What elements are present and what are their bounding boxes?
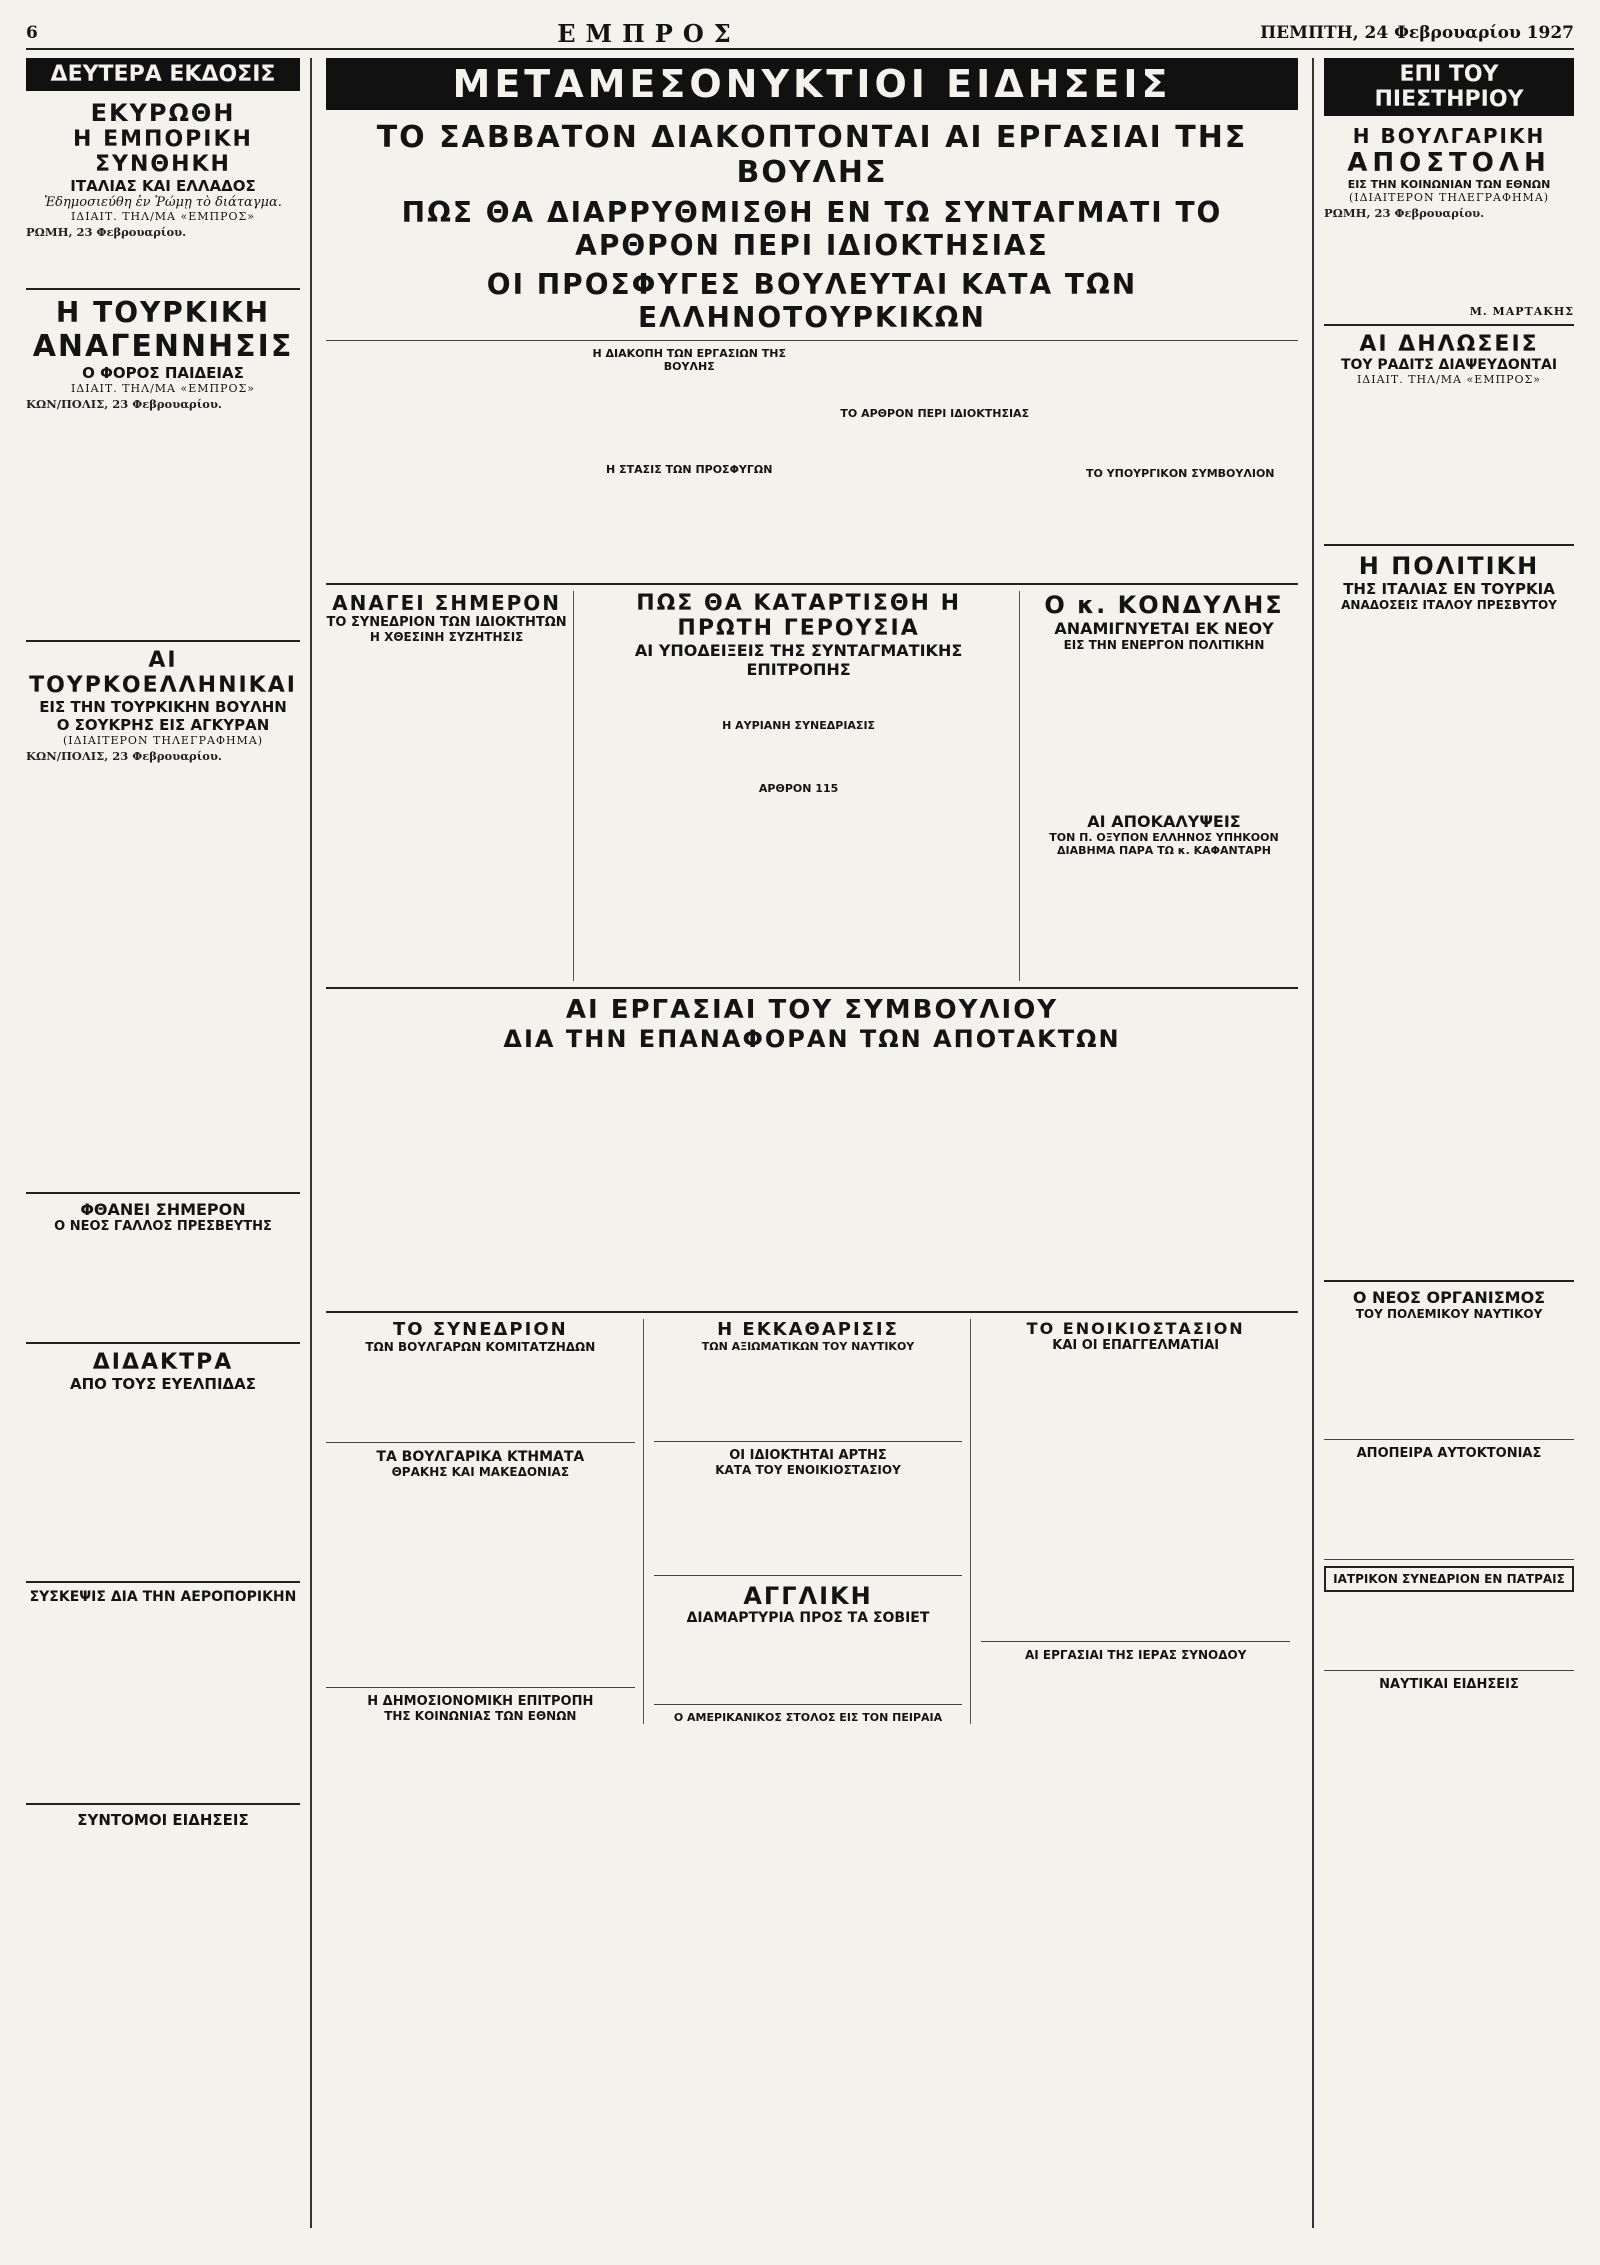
issue-date: ΠΕΜΠΤΗ, 24 Φεβρουαρίου 1927	[1260, 23, 1574, 43]
left-headline-2: Η ΤΟΥΡΚΙΚΗ	[55, 296, 271, 329]
left-banner: ΔΕΥΤΕΡΑ ΕΚΔΟΣΙΣ	[26, 58, 300, 91]
story-kondylis-sub4: ΤΟΝ Π. ΟΞΥΠΟΝ ΕΛΛΗΝΟΣ ΥΠΗΚΟΟΝ	[1049, 831, 1279, 844]
left-headline-5: ΔΙΔΑΚΤΡΑ	[92, 1350, 234, 1375]
left-headline-6: ΣΥΣΚΕΨΙΣ ΔΙΑ ΤΗΝ ΑΕΡΟΠΟΡΙΚΗΝ	[29, 1589, 297, 1605]
ergasiai-body	[326, 1055, 1298, 1305]
left-headline-3c: Ο ΣΟΥΚΡΗΣ ΕΙΣ ΑΓΚΥΡΑΝ	[56, 716, 270, 734]
left-caption-3: (ΙΔΙΑΙΤΕΡΟΝ ΤΗΛΕΓΡΑΦΗΜΑ)	[62, 734, 264, 747]
right-text-block-1	[1324, 223, 1574, 303]
center-column	[312, 58, 1312, 2228]
right-signature: Μ. ΜΑΡΤΑΚΗΣ	[1469, 305, 1574, 318]
masthead	[26, 18, 1574, 50]
left-headline-1c: ΙΤΑΛΙΑΣ ΚΑΙ ΕΛΛΑΔΟΣ	[70, 177, 256, 195]
lead-sub-2: Η ΣΤΑΣΙΣ ΤΩΝ ΠΡΟΣΦΥΓΩΝ	[606, 463, 773, 476]
right-headline-3b: ΤΗΣ ΙΤΑΛΙΑΣ ΕΝ ΤΟΥΡΚΙΑ	[1343, 580, 1555, 598]
left-headline-2c: Ο ΦΟΡΟΣ ΠΑΙΔΕΙΑΣ	[82, 364, 244, 382]
right-text-block-4	[1324, 1323, 1574, 1433]
left-headline-1: ΕΚΥΡΩΘΗ	[90, 99, 236, 127]
right-headline-1b: ΑΠΟΣΤΟΛΗ	[1347, 148, 1551, 178]
right-headline-4b: ΤΟΥ ΠΟΛΕΜΙΚΟΥ ΝΑΥΤΙΚΟΥ	[1355, 1307, 1543, 1321]
bottom-c1-t1s: ΤΩΝ ΒΟΥΛΓΑΡΩΝ ΚΟΜΙΤΑΤΖΗΔΩΝ	[365, 1340, 596, 1354]
left-column	[26, 58, 312, 2228]
bottom-col-1	[326, 1319, 644, 1724]
bottom-c2-t2s: ΚΑΤΑ ΤΟΥ ΕΝΟΙΚΙΟΣΤΑΣΙΟΥ	[715, 1463, 901, 1477]
right-text-block-3	[1324, 614, 1574, 1274]
left-body-2	[26, 397, 300, 412]
bottom-c3-body1	[981, 1355, 1290, 1635]
left-headline-5b: ΑΠΟ ΤΟΥΣ ΕΥΕΛΠΙΔΑΣ	[69, 1375, 256, 1393]
left-headline-4b: Ο ΝΕΟΣ ΓΑΛΛΟΣ ΠΡΕΣΒΕΥΤΗΣ	[54, 1219, 272, 1234]
story-gerousia	[584, 591, 1020, 981]
bottom-c3-t1: ΤΟ ΕΝΟΙΚΙΟΣΤΑΣΙΟΝ	[1026, 1319, 1245, 1338]
left-text-block-2	[26, 414, 300, 634]
right-headline-2: ΑΙ ΔΗΛΩΣΕΙΣ	[1359, 332, 1539, 357]
bottom-c2-t3: ΑΓΓΛΙΚΗ	[743, 1582, 873, 1610]
story-anagei-sub2: Η ΧΘΕΣΙΝΗ ΣΥΖΗΤΗΣΙΣ	[369, 630, 524, 644]
center-headline-2: ΠΩΣ ΘΑ ΔΙΑΡΡΥΘΜΙΣΘΗ ΕΝ ΤΩ ΣΥΝΤΑΓΜΑΤΙ ΤΟ ΑΡΘΡΟΝ ΠΕΡΙ ΙΔΙΟΚΤΗΣΙΑΣ	[401, 196, 1223, 262]
lead-sub-3: ΤΟ ΑΡΘΡΟΝ ΠΕΡΙ ΙΔΙΟΚΤΗΣΙΑΣ	[840, 407, 1030, 420]
newspaper-title: ΕΜΠΡΟΣ	[557, 18, 741, 48]
right-dateline-1: ΡΩΜΗ, 23 Φεβρουαρίου.	[1324, 206, 1485, 220]
left-caption-1: ΙΔΙΑΙΤ. ΤΗΛ/ΜΑ «ΕΜΠΡΟΣ»	[70, 210, 256, 223]
center-headline-3: ΟΙ ΠΡΟΣΦΥΓΕΣ ΒΟΥΛΕΥΤΑΙ ΚΑΤΑ ΤΩΝ ΕΛΛΗΝΟΤΟΥΡΚΙΚΩΝ	[486, 268, 1138, 334]
story-kondylis-sub: ΑΝΑΜΙΓΝΥΕΤΑΙ ΕΚ ΝΕΟΥ	[1054, 619, 1274, 638]
story-gerousia-article: ΑΡΘΡΟΝ 115	[758, 782, 839, 795]
right-banner: ΕΠΙ ΤΟΥ ΠΙΕΣΤΗΡΙΟΥ	[1324, 58, 1574, 116]
bottom-c2-t3s: ΔΙΑΜΑΡΤΥΡΙΑ ΠΡΟΣ ΤΑ ΣΟΒΙΕΤ	[686, 1610, 930, 1626]
story-gerousia-title: ΠΩΣ ΘΑ ΚΑΤΑΡΤΙΣΘΗ Η ΠΡΩΤΗ ΓΕΡΟΥΣΙΑ	[636, 591, 962, 641]
left-headline-3b: ΕΙΣ ΤΗΝ ΤΟΥΡΚΙΚΗΝ ΒΟΥΛΗΝ	[39, 698, 287, 716]
bottom-c3-t1s: ΚΑΙ ΟΙ ΕΠΑΓΓΕΛΜΑΤΙΑΙ	[1052, 1338, 1220, 1353]
page-number: 6	[26, 23, 38, 43]
bottom-c1-t3: Η ΔΗΜΟΣΙΟΝΟΜΙΚΗ ΕΠΙΤΡΟΠΗ	[367, 1694, 594, 1709]
right-body-1	[1324, 206, 1574, 221]
right-text-block-5	[1324, 1463, 1574, 1553]
bottom-c3-t2: ΑΙ ΕΡΓΑΣΙΑΙ ΤΗΣ ΙΕΡΑΣ ΣΥΝΟΔΟΥ	[1024, 1648, 1247, 1662]
right-column	[1312, 58, 1574, 2228]
bottom-c1-t3s: ΤΗΣ ΚΟΙΝΩΝΙΑΣ ΤΩΝ ΕΘΝΩΝ	[384, 1709, 577, 1723]
left-headline-1b: Η ΕΜΠΟΡΙΚΗ ΣΥΝΘΗΚΗ	[73, 127, 253, 177]
right-caption-1: (ΙΔΙΑΙΤΕΡΟΝ ΤΗΛΕΓΡΑΦΗΜΑ)	[1348, 191, 1550, 204]
story-anagei-sub: ΤΟ ΣΥΝΕΔΡΙΟΝ ΤΩΝ ΙΔΙΟΚΤΗΤΩΝ	[326, 615, 567, 630]
left-text-block-6	[26, 1607, 300, 1797]
left-dateline-2: ΚΩΝ/ΠΟΛΙΣ, 23 Φεβρουαρίου.	[26, 397, 222, 411]
center-middle-row	[326, 591, 1298, 981]
bottom-c2-body2	[654, 1479, 963, 1569]
lead-col-4	[1063, 347, 1299, 577]
right-headline-1: Η ΒΟΥΛΓΑΡΙΚΗ	[1352, 124, 1546, 148]
bottom-c2-t1: Η ΕΚΚΑΘΑΡΙΣΙΣ	[717, 1319, 899, 1340]
left-text-block-5	[26, 1395, 300, 1575]
right-headline-1c: ΕΙΣ ΤΗΝ ΚΟΙΝΩΝΙΑΝ ΤΩΝ ΕΘΝΩΝ	[1347, 178, 1551, 191]
bottom-c1-body1	[326, 1356, 635, 1436]
center-bottom-grid	[326, 1319, 1298, 1724]
lead-col-3	[817, 347, 1053, 577]
story-anagei	[326, 591, 574, 981]
left-dateline-3: ΚΩΝ/ΠΟΛΙΣ, 23 Φεβρουαρίου.	[26, 749, 222, 763]
left-headline-3: ΑΙ ΤΟΥΡΚΟΕΛΛΗΝΙΚΑΙ	[29, 648, 297, 698]
center-lead-story	[326, 347, 1298, 577]
bottom-col-3	[981, 1319, 1298, 1724]
story-kondylis	[1030, 591, 1298, 981]
bottom-col-2	[654, 1319, 972, 1724]
bottom-c1-t1: ΤΟ ΣΥΝΕΔΡΙΟΝ	[392, 1319, 568, 1340]
right-headline-3: Η ΠΟΛΙΤΙΚΗ	[1358, 552, 1540, 580]
center-banner: ΜΕΤΑΜΕΣΟΝΥΚΤΙΟΙ ΕΙΔΗΣΕΙΣ	[326, 58, 1298, 110]
lead-col-1	[326, 347, 562, 577]
left-dateline-1: ΡΩΜΗ, 23 Φεβρουαρίου.	[26, 225, 187, 239]
bottom-c2-body1	[654, 1355, 963, 1435]
right-headline-6: ΙΑΤΡΙΚΟΝ ΣΥΝΕΔΡΙΟΝ ΕΝ ΠΑΤΡΑΙΣ	[1324, 1566, 1574, 1592]
story-kondylis-sub3: ΑΙ ΑΠΟΚΑΛΥΨΕΙΣ	[1087, 812, 1241, 831]
bottom-c2-body3	[654, 1628, 963, 1698]
ergasiai-sub: ΔΙΑ ΤΗΝ ΕΠΑΝΑΦΟΡΑΝ ΤΩΝ ΑΠΟΤΑΚΤΩΝ	[503, 1025, 1121, 1053]
bottom-c2-t1s: ΤΩΝ ΑΞΙΩΜΑΤΙΚΩΝ ΤΟΥ ΝΑΥΤΙΚΟΥ	[701, 1340, 915, 1353]
lead-col-2	[572, 347, 808, 577]
left-text-block-1	[26, 242, 300, 282]
bottom-c1-t2: ΤΑ ΒΟΥΛΓΑΡΙΚΑ ΚΤΗΜΑΤΑ	[376, 1449, 585, 1465]
left-caption-2: ΙΔΙΑΙΤ. ΤΗΛ/ΜΑ «ΕΜΠΡΟΣ»	[70, 382, 256, 395]
left-body-3	[26, 749, 300, 764]
right-headline-3c: ΑΝΑΔΟΣΕΙΣ ΙΤΑΛΟΥ ΠΡΕΣΒΥΤΟΥ	[1341, 598, 1557, 612]
right-headline-4: Ο ΝΕΟΣ ΟΡΓΑΝΙΣΜΟΣ	[1352, 1288, 1546, 1307]
ergasiai-title: ΑΙ ΕΡΓΑΣΙΑΙ ΤΟΥ ΣΥΜΒΟΥΛΙΟΥ	[565, 995, 1059, 1025]
story-gerousia-sub: ΑΙ ΥΠΟΔΕΙΞΕΙΣ ΤΗΣ ΣΥΝΤΑΓΜΑΤΙΚΗΣ ΕΠΙΤΡΟΠΗΣ	[634, 641, 963, 679]
bottom-c2-t4: Ο ΑΜΕΡΙΚΑΝΙΚΟΣ ΣΤΟΛΟΣ ΕΙΣ ΤΟΝ ΠΕΙΡΑΙΑ	[673, 1711, 943, 1724]
right-caption-2: ΙΔΙΑΙΤ. ΤΗΛ/ΜΑ «ΕΜΠΡΟΣ»	[1356, 373, 1542, 386]
lead-sub-4: ΤΟ ΥΠΟΥΡΓΙΚΟΝ ΣΥΜΒΟΥΛΙΟΝ	[1085, 467, 1275, 480]
left-body-1	[26, 225, 300, 240]
left-headline-2b: ΑΝΑΓΕΝΝΗΣΙΣ	[32, 329, 294, 364]
story-anagei-title: ΑΝΑΓΕΙ ΣΗΜΕΡΟΝ	[332, 591, 562, 615]
left-text-block-4	[26, 1236, 300, 1336]
left-text-block-3	[26, 766, 300, 1186]
bottom-c1-body2	[326, 1481, 635, 1681]
left-sub-1: Ἐδημοσιεύθη ἐν Ῥώμῃ τὸ διάταγμα.	[44, 195, 282, 210]
right-text-block-2	[1324, 388, 1574, 538]
story-kondylis-sub5: ΔΙΑΒΗΜΑ ΠΑΡΑ ΤΩ κ. ΚΑΦΑΝΤΑΡΗ	[1056, 844, 1272, 857]
center-headline-1: ΤΟ ΣΑΒΒΑΤΟΝ ΔΙΑΚΟΠΤΟΝΤΑΙ ΑΙ ΕΡΓΑΣΙΑΙ ΤΗΣ ΒΟΥΛΗΣ	[376, 120, 1248, 190]
story-kondylis-title: Ο κ. ΚΟΝΔΥΛΗΣ	[1044, 591, 1284, 619]
story-kondylis-sub2: ΕΙΣ ΤΗΝ ΕΝΕΡΓΟΝ ΠΟΛΙΤΙΚΗΝ	[1063, 638, 1265, 652]
right-text-block-6	[1324, 1594, 1574, 1664]
lead-sub-1: Η ΔΙΑΚΟΠΗ ΤΩΝ ΕΡΓΑΣΙΩΝ ΤΗΣ ΒΟΥΛΗΣ	[592, 347, 786, 373]
left-headline-4: ΦΘΑΝΕΙ ΣΗΜΕΡΟΝ	[80, 1200, 246, 1219]
bottom-c2-t2: ΟΙ ΙΔΙΟΚΤΗΤΑΙ ΑΡΤΗΣ	[729, 1448, 887, 1463]
right-headline-7: ΝΑΥΤΙΚΑΙ ΕΙΔΗΣΕΙΣ	[1379, 1677, 1519, 1692]
right-headline-5: ΑΠΟΠΕΙΡΑ ΑΥΤΟΚΤΟΝΙΑΣ	[1356, 1446, 1542, 1461]
right-headline-2b: ΤΟΥ ΡΑΔΙΤΣ ΔΙΑΨΕΥΔΟΝΤΑΙ	[1340, 357, 1558, 373]
story-gerousia-sub2: Η ΑΥΡΙΑΝΗ ΣΥΝΕΔΡΙΑΣΙΣ	[722, 719, 876, 732]
bottom-c1-t2s: ΘΡΑΚΗΣ ΚΑΙ ΜΑΚΕΔΟΝΙΑΣ	[391, 1465, 570, 1479]
left-headline-7: ΣΥΝΤΟΜΟΙ ΕΙΔΗΣΕΙΣ	[77, 1811, 249, 1829]
